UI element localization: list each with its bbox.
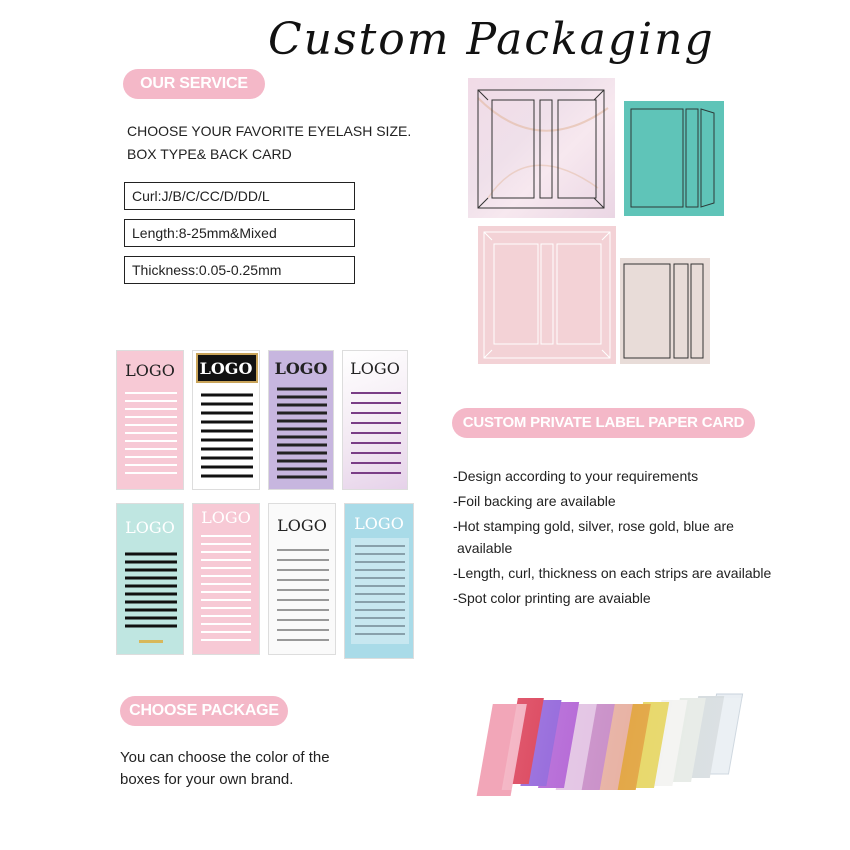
lash-strips bbox=[117, 351, 184, 490]
card-logo: LOGO bbox=[274, 359, 328, 378]
teal-box-outline bbox=[624, 101, 724, 216]
card-logo: LOGO bbox=[354, 514, 404, 533]
box-type-beige-image bbox=[620, 258, 710, 364]
card-logo: LOGO bbox=[350, 359, 400, 378]
box-lineup bbox=[448, 686, 768, 806]
card-logo: LOGO bbox=[125, 361, 175, 380]
card-logo: LOGO bbox=[125, 518, 175, 537]
lash-strips bbox=[345, 504, 414, 659]
colored-boxes-image bbox=[448, 686, 768, 806]
choose-package-badge: CHOOSE PACKAGE bbox=[120, 696, 288, 726]
intro-line-1: CHOOSE YOUR FAVORITE EYELASH SIZE. bbox=[127, 123, 412, 139]
lash-card-white bbox=[268, 503, 336, 655]
spec-thickness: Thickness:0.05-0.25mm bbox=[124, 256, 355, 284]
page-title: Custom Packaging bbox=[268, 14, 715, 65]
lash-strips bbox=[269, 351, 334, 490]
box-type-teal-image bbox=[624, 101, 724, 216]
paper-card-features bbox=[453, 465, 773, 612]
lash-card-pink bbox=[116, 350, 184, 490]
choose-package-text: You can choose the color of the boxes for your own brand. bbox=[120, 749, 330, 788]
lash-card-pink-2 bbox=[192, 503, 260, 655]
box-type-pink-marble-image bbox=[468, 78, 615, 218]
spec-curl: Curl:J/B/C/CC/D/DD/L bbox=[124, 182, 355, 210]
card-logo: LOGO bbox=[201, 508, 251, 527]
service-intro bbox=[127, 120, 427, 166]
lash-card-mint bbox=[116, 503, 184, 655]
beige-box-outline bbox=[620, 258, 710, 364]
lash-card-white-marble bbox=[342, 350, 408, 490]
feature-item: -Hot stamping gold, silver, rose gold, blue are available bbox=[453, 518, 734, 556]
feature-item: -Foil backing are available bbox=[453, 493, 616, 509]
spec-length: Length:8-25mm&Mixed bbox=[124, 219, 355, 247]
light-pink-box-outline bbox=[478, 226, 616, 364]
lash-card-lavender bbox=[268, 350, 334, 490]
lash-strips bbox=[117, 504, 184, 655]
pink-box-outline bbox=[468, 78, 615, 218]
feature-item: -Length, curl, thickness on each strips are available bbox=[453, 565, 772, 581]
box-type-light-pink-image bbox=[478, 226, 616, 364]
intro-line-2: BOX TYPE& BACK CARD bbox=[127, 146, 292, 162]
lash-strips bbox=[193, 351, 260, 490]
paper-card-badge: CUSTOM PRIVATE LABEL PAPER CARD bbox=[452, 408, 755, 438]
card-logo: LOGO bbox=[277, 516, 327, 535]
lash-strips bbox=[269, 504, 336, 655]
card-logo: LOGO bbox=[199, 359, 253, 378]
our-service-badge: OUR SERVICE bbox=[123, 69, 265, 99]
lash-card-sky bbox=[344, 503, 414, 659]
lash-strips bbox=[343, 351, 408, 490]
feature-item: -Design according to your requirements bbox=[453, 468, 699, 484]
feature-item: -Spot color printing are avaiable bbox=[453, 590, 651, 606]
lash-card-white-black-logo bbox=[192, 350, 260, 490]
lash-strips bbox=[193, 504, 260, 655]
